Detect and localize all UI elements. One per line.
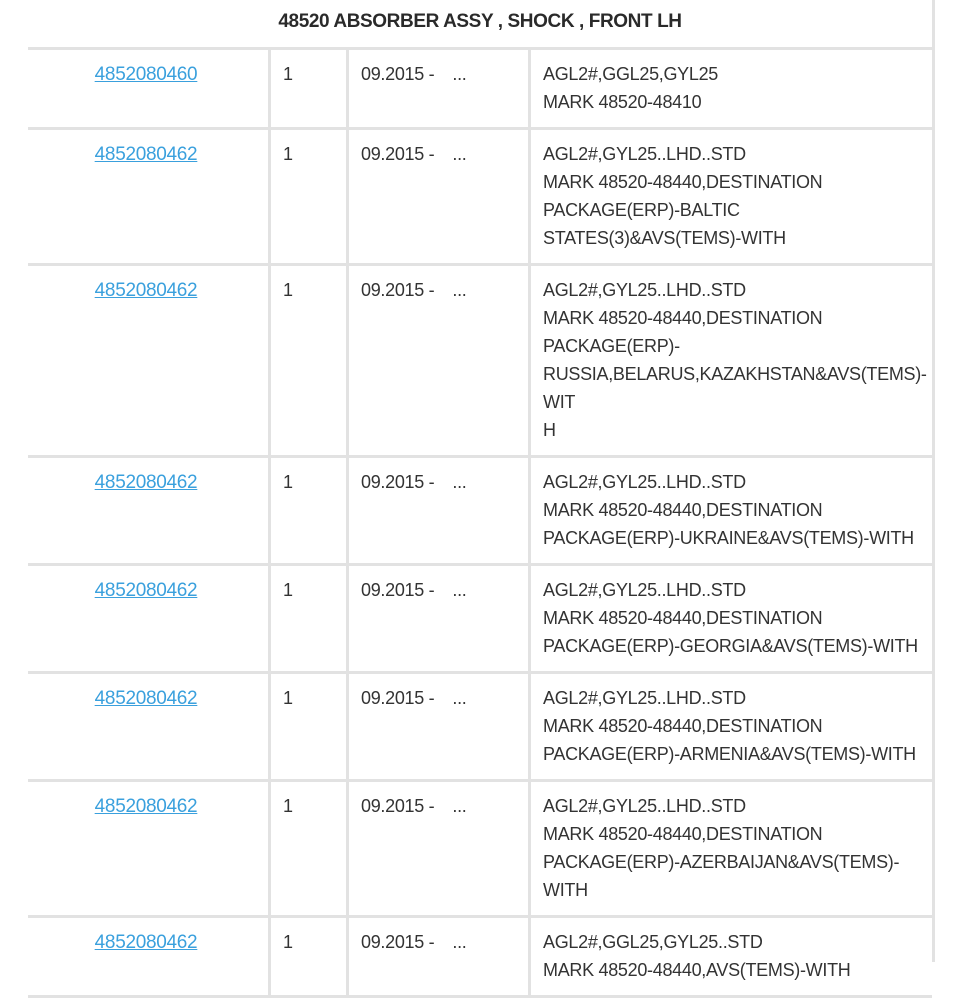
part-number-cell — [28, 781, 270, 917]
date-range-cell — [348, 265, 530, 457]
description-line: AGL2#,GYL25..LHD..STD — [543, 580, 746, 600]
description-line: MARK 48520-48440,DESTINATION — [543, 716, 823, 736]
description-line: PACKAGE(ERP)-GEORGIA&AVS(TEMS)-WITH — [543, 636, 918, 656]
description-cell — [530, 565, 933, 673]
table-row — [28, 917, 932, 997]
quantity-cell: 1 — [270, 50, 348, 129]
description-line: PACKAGE(ERP)-UKRAINE&AVS(TEMS)-WITH — [543, 528, 914, 548]
part-number-link[interactable]: 4852080462 — [94, 280, 198, 301]
description-line: AGL2#,GYL25..LHD..STD — [543, 280, 746, 300]
description-line: PACKAGE(ERP)-BALTIC — [543, 200, 740, 220]
date-from: 09.2015 - — [361, 144, 435, 164]
date-from: 09.2015 - — [361, 688, 435, 708]
description-line: PACKAGE(ERP)- — [543, 336, 680, 356]
description-line: WITH — [543, 880, 588, 900]
parts-panel — [28, 0, 935, 980]
date-to: ... — [452, 280, 467, 300]
table-row — [28, 50, 932, 129]
table-row — [28, 129, 932, 265]
date-to: ... — [452, 144, 467, 164]
description-line: MARK 48520-48440,DESTINATION — [543, 500, 823, 520]
quantity-cell: 1 — [270, 265, 348, 457]
group-title: 48520 ABSORBER ASSY , SHOCK , FRONT LH — [28, 0, 932, 50]
description-line: AGL2#,GYL25..LHD..STD — [543, 472, 746, 492]
description-line: MARK 48520-48440,DESTINATION — [543, 172, 823, 192]
part-number-cell — [28, 265, 270, 457]
part-number-link[interactable]: 4852080462 — [94, 472, 198, 493]
part-number-link[interactable]: 4852080462 — [94, 580, 198, 601]
description-cell — [530, 129, 933, 265]
description-line: MARK 48520-48440,DESTINATION — [543, 824, 823, 844]
date-to: ... — [452, 64, 467, 84]
description-line: PACKAGE(ERP)-AZERBAIJAN&AVS(TEMS)- — [543, 852, 900, 872]
description-line: H — [543, 420, 556, 440]
date-from: 09.2015 - — [361, 796, 435, 816]
date-to: ... — [452, 472, 467, 492]
quantity-cell: 1 — [270, 457, 348, 565]
description-line: AGL2#,GYL25..LHD..STD — [543, 688, 746, 708]
table-row — [28, 265, 932, 457]
part-number-link[interactable]: 4852080462 — [94, 796, 198, 817]
description-line: STATES(3)&AVS(TEMS)-WITH — [543, 228, 786, 248]
date-from: 09.2015 - — [361, 580, 435, 600]
description-cell — [530, 50, 933, 129]
part-number-cell — [28, 917, 270, 997]
date-range-cell — [348, 781, 530, 917]
date-from: 09.2015 - — [361, 64, 435, 84]
part-number-cell — [28, 129, 270, 265]
date-to: ... — [452, 932, 467, 952]
description-line: PACKAGE(ERP)-ARMENIA&AVS(TEMS)-WITH — [543, 744, 916, 764]
description-line: AGL2#,GYL25..LHD..STD — [543, 144, 746, 164]
description-line: AGL2#,GGL25,GYL25 — [543, 64, 719, 84]
description-cell — [530, 781, 933, 917]
part-number-cell — [28, 457, 270, 565]
part-number-cell — [28, 565, 270, 673]
description-cell — [530, 917, 933, 997]
date-range-cell — [348, 565, 530, 673]
table-row — [28, 457, 932, 565]
description-cell — [530, 457, 933, 565]
part-number-cell — [28, 50, 270, 129]
part-number-link[interactable]: 4852080462 — [94, 688, 198, 709]
date-to: ... — [452, 688, 467, 708]
date-range-cell — [348, 129, 530, 265]
description-cell — [530, 265, 933, 457]
description-line: WIT — [543, 392, 576, 412]
quantity-cell: 1 — [270, 565, 348, 673]
description-line: MARK 48520-48410 — [543, 92, 702, 112]
quantity-cell: 1 — [270, 129, 348, 265]
description-line: MARK 48520-48440,AVS(TEMS)-WITH — [543, 960, 851, 980]
date-to: ... — [452, 580, 467, 600]
part-number-link[interactable]: 4852080460 — [94, 64, 198, 85]
quantity-cell: 1 — [270, 917, 348, 997]
date-to: ... — [452, 796, 467, 816]
quantity-cell: 1 — [270, 673, 348, 781]
description-cell — [530, 673, 933, 781]
description-line: AGL2#,GYL25..LHD..STD — [543, 796, 746, 816]
date-range-cell — [348, 917, 530, 997]
date-range-cell — [348, 673, 530, 781]
table-row — [28, 781, 932, 917]
part-number-link[interactable]: 4852080462 — [94, 144, 198, 165]
table-row — [28, 565, 932, 673]
description-line: MARK 48520-48440,DESTINATION — [543, 308, 823, 328]
date-range-cell — [348, 457, 530, 565]
quantity-cell: 1 — [270, 781, 348, 917]
date-from: 09.2015 - — [361, 280, 435, 300]
part-number-cell — [28, 673, 270, 781]
table-row — [28, 673, 932, 781]
part-number-link[interactable]: 4852080462 — [94, 932, 198, 953]
date-range-cell — [348, 50, 530, 129]
description-line: AGL2#,GGL25,GYL25..STD — [543, 932, 763, 952]
description-line: RUSSIA,BELARUS,KAZAKHSTAN&AVS(TEMS)- — [543, 364, 927, 384]
description-line: MARK 48520-48440,DESTINATION — [543, 608, 823, 628]
date-from: 09.2015 - — [361, 932, 435, 952]
parts-table — [28, 50, 932, 998]
date-from: 09.2015 - — [361, 472, 435, 492]
